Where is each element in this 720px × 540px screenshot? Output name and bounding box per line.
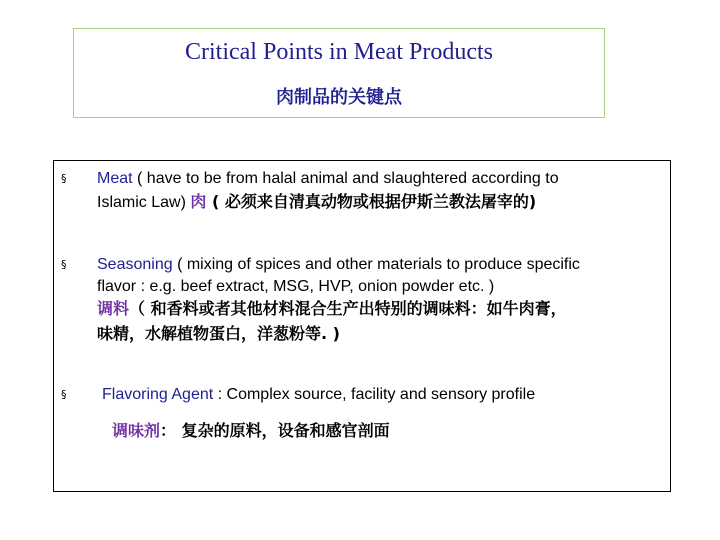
- term-flavoring-agent: Flavoring Agent: [102, 386, 214, 403]
- term-meat-chinese: 肉: [190, 192, 207, 211]
- item-seasoning-desc-chinese: （ 和香料或者其他材料混合生产出特别的调味料：如牛肉膏，: [129, 299, 567, 318]
- item-seasoning-desc-chinese-cont: 味精，水解植物蛋白，洋葱粉等. ): [97, 324, 340, 343]
- item-meat-desc: ( have to be from halal animal and slaughtered according to: [132, 170, 559, 187]
- item-seasoning-line4: [97, 323, 340, 345]
- bullet-meat: §: [61, 172, 67, 185]
- content-box: [53, 160, 671, 492]
- item-meat-line1: [97, 168, 559, 189]
- term-seasoning-chinese: 调料: [97, 299, 130, 318]
- bullet-flavoring-agent: §: [61, 388, 67, 401]
- item-meat-line2: [97, 191, 536, 213]
- item-seasoning-line1: [97, 254, 580, 275]
- item-seasoning-desc: ( mixing of spices and other materials to produce specific: [172, 256, 580, 273]
- item-meat-desc-cont: Islamic Law): [97, 194, 191, 211]
- term-flavoring-agent-chinese: 调味剂: [112, 421, 161, 440]
- term-seasoning: Seasoning: [97, 256, 173, 273]
- item-flavoring-desc: : Complex source, facility and sensory profile: [213, 386, 536, 403]
- term-meat: Meat: [97, 170, 133, 187]
- item-flavoring-line2: [112, 420, 390, 442]
- title-box: [73, 28, 605, 118]
- page-subtitle-chinese: 肉制品的关键点: [276, 87, 402, 108]
- item-seasoning-desc-cont: flavor : e.g. beef extract, MSG, HVP, onion powder etc. ): [97, 278, 495, 295]
- item-flavoring-desc-chinese: ： 复杂的原料，设备和感官剖面: [160, 421, 390, 440]
- item-seasoning-line3: [97, 298, 567, 320]
- page-title: Critical Points in Meat Products: [185, 39, 493, 65]
- item-flavoring-line1: [102, 384, 535, 405]
- bullet-seasoning: §: [61, 258, 67, 271]
- item-meat-desc-chinese: ( 必须来自清真动物或根据伊斯兰教法屠宰的): [206, 192, 537, 211]
- item-seasoning-line2: [97, 276, 494, 297]
